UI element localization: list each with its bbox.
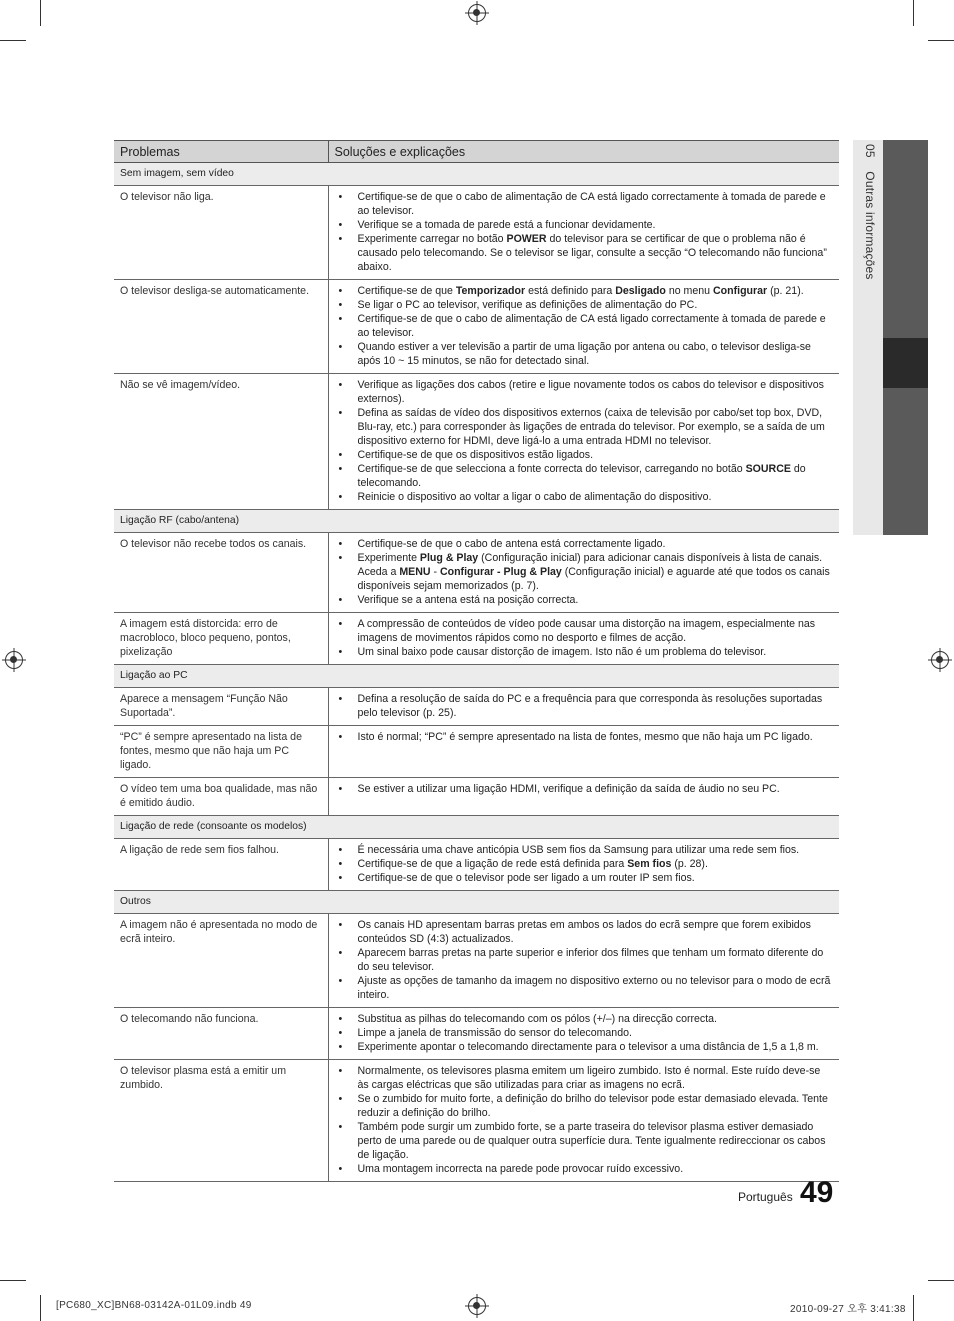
solutions-list [337, 284, 834, 368]
solution-item: • Certifique-se de que Temporizador está definido para Desligado no menu Configurar (p. 21). [337, 284, 834, 298]
solution-item: • Se o zumbido for muito forte, a definição do brilho do televisor pode estar demasiado elevada. Tente reduzir a definição do brilho. [337, 1092, 834, 1120]
footer-language: Português [738, 1190, 793, 1204]
table-row [114, 186, 839, 280]
solutions-cell [328, 533, 839, 613]
table-row [114, 688, 839, 726]
problem-cell: “PC” é sempre apresentado na lista de fontes, mesmo que não haja um PC ligado. [114, 726, 328, 778]
solution-item: • Certifique-se de que o televisor pode ser ligado a um router IP sem fios. [337, 871, 834, 885]
column-header-solutions: Soluções e explicações [328, 141, 839, 163]
section-row [114, 891, 839, 914]
solution-item: • Verifique se a antena está na posição correcta. [337, 593, 834, 607]
solutions-list [337, 692, 834, 720]
solution-item: • Experimente carregar no botão POWER do televisor para se certificar de que o problema não é causado pelo telecomando. Se o televisor se ligar, consulte a secção “O telecomando não funciona” abaixo. [337, 232, 834, 274]
solutions-list [337, 918, 834, 1002]
solution-item: • Normalmente, os televisores plasma emitem um ligeiro zumbido. Isto é normal. Este ruído deve-se às cargas eléctricas que são utilizadas para criar as imagens no ecrã. [337, 1064, 834, 1092]
section-title: Sem imagem, sem vídeo [114, 163, 839, 186]
print-slug-timestamp: 2010-09-27 오후 3:41:38 [790, 1304, 906, 1315]
table-row [114, 533, 839, 613]
chapter-title: Outras informações [863, 171, 877, 280]
crop-mark [928, 40, 954, 41]
solution-item: • Aparecem barras pretas na parte superior e inferior dos filmes que tenham um formato diferente do do seu televisor. [337, 946, 834, 974]
solution-item: • Experimente apontar o telecomando directamente para o televisor a uma distância de 1,5 a 1,8 m. [337, 1040, 834, 1054]
solutions-list [337, 1064, 834, 1176]
chapter-number: 05 [863, 144, 877, 158]
solutions-list [337, 190, 834, 274]
section-row [114, 510, 839, 533]
solution-item: • Limpe a janela de transmissão do sensor do telecomando. [337, 1026, 834, 1040]
solution-item: • Certifique-se de que o cabo de alimentação de CA está ligado correctamente à tomada de parede e ao televisor. [337, 190, 834, 218]
crop-mark [0, 40, 26, 41]
solution-item: • Ajuste as opções de tamanho da imagem no dispositivo externo ou no televisor para o modo de ecrã inteiro. [337, 974, 834, 1002]
solution-item: • Os canais HD apresentam barras pretas em ambos os lados do ecrã sempre que forem exibidos conteúdos SD (4:3) actualizados. [337, 918, 834, 946]
solution-item: • Um sinal baixo pode causar distorção de imagem. Isto não é um problema do televisor. [337, 645, 834, 659]
table-row [114, 1008, 839, 1060]
problem-cell: A imagem não é apresentada no modo de ecrã inteiro. [114, 914, 328, 1008]
solution-item: • Certifique-se de que o cabo de antena está correctamente ligado. [337, 537, 834, 551]
table-row [114, 374, 839, 510]
solution-item: • Verifique as ligações dos cabos (retire e ligue novamente todos os cabos do televisor e dispositivos externos). [337, 378, 834, 406]
problem-cell: O televisor desliga-se automaticamente. [114, 280, 328, 374]
table-header-row [114, 141, 839, 163]
solution-item: • Também pode surgir um zumbido forte, se a parte traseira do televisor plasma estiver demasiado perto de uma parede ou de qualquer outra superfície dura. Tente igualmente redireccionar os cabos de ligação. [337, 1120, 834, 1162]
problem-cell: O telecomando não funciona. [114, 1008, 328, 1060]
problem-cell: Não se vê imagem/vídeo. [114, 374, 328, 510]
table-row [114, 280, 839, 374]
table-row [114, 914, 839, 1008]
registration-mark-icon [468, 4, 486, 22]
solution-item: • Se ligar o PC ao televisor, verifique as definições de alimentação do PC. [337, 298, 834, 312]
problem-cell: O televisor não recebe todos os canais. [114, 533, 328, 613]
solution-item: • Certifique-se de que selecciona a fonte correcta do televisor, carregando no botão SOURCE do telecomando. [337, 462, 834, 490]
crop-mark [913, 0, 914, 26]
table-row [114, 726, 839, 778]
solution-item: • Substitua as pilhas do telecomando com os pólos (+/–) na direcção correcta. [337, 1012, 834, 1026]
registration-mark-icon [468, 1297, 486, 1315]
solutions-cell [328, 374, 839, 510]
problem-cell: O vídeo tem uma boa qualidade, mas não é emitido áudio. [114, 778, 328, 816]
section-title: Ligação ao PC [114, 665, 839, 688]
problem-cell: A ligação de rede sem fios falhou. [114, 839, 328, 891]
solutions-list [337, 843, 834, 885]
solutions-cell [328, 1008, 839, 1060]
page-number: 49 [800, 1176, 834, 1209]
section-title: Outros [114, 891, 839, 914]
solution-item: • Uma montagem incorrecta na parede pode provocar ruído excessivo. [337, 1162, 834, 1176]
solutions-cell [328, 186, 839, 280]
solution-item: • Reinicie o dispositivo ao voltar a ligar o cabo de alimentação do dispositivo. [337, 490, 834, 504]
chapter-sidebar [853, 140, 928, 535]
solution-item: • É necessária uma chave anticópia USB sem fios da Samsung para utilizar uma rede sem fios. [337, 843, 834, 857]
solutions-cell [328, 688, 839, 726]
solutions-cell [328, 914, 839, 1008]
table-row [114, 778, 839, 816]
table-row [114, 839, 839, 891]
solutions-cell [328, 1060, 839, 1182]
solution-item: • Quando estiver a ver televisão a partir de uma ligação por antena ou cabo, o televisor desliga-se após 10 ~ 15 minutos, se não for detectado sinal. [337, 340, 834, 368]
solutions-cell [328, 839, 839, 891]
section-row [114, 665, 839, 688]
problem-cell: Aparece a mensagem “Função Não Suportada”. [114, 688, 328, 726]
chapter-label [863, 144, 877, 280]
solutions-cell [328, 280, 839, 374]
solution-item: • Defina as saídas de vídeo dos dispositivos externos (caixa de televisão por cabo/set top box, DVD, Blu-ray, etc.) para corresponder às ligações de entrada do televisor. Por exemplo, se a saída de um dispositivo externo for HDMI, deve ligá-lo a uma entrada HDMI no televisor. [337, 406, 834, 448]
crop-mark [40, 1295, 41, 1321]
solution-item: • Se estiver a utilizar uma ligação HDMI, verifique a definição da saída de áudio no seu PC. [337, 782, 834, 796]
solution-item: • Certifique-se de que o cabo de alimentação de CA está ligado correctamente à tomada de parede e ao televisor. [337, 312, 834, 340]
solution-item: • Experimente Plug & Play (Configuração inicial) para adicionar canais disponíveis à lista de canais. Aceda a MENU - Configurar - Plug & Play (Configuração inicial) e aguarde até que todos os canais disponíveis sejam memorizados (p. 7). [337, 551, 834, 593]
crop-mark [0, 1280, 26, 1281]
section-title: Ligação de rede (consoante os modelos) [114, 816, 839, 839]
table-row [114, 613, 839, 665]
registration-mark-icon [5, 651, 23, 669]
solutions-list [337, 378, 834, 504]
solutions-cell [328, 778, 839, 816]
table-row [114, 1060, 839, 1182]
solutions-list [337, 1012, 834, 1054]
solutions-list [337, 730, 834, 744]
section-row [114, 163, 839, 186]
chapter-indicator [883, 338, 928, 388]
troubleshooting-table [114, 140, 839, 1182]
solution-item: • Certifique-se de que os dispositivos estão ligados. [337, 448, 834, 462]
problem-cell: A imagem está distorcida: erro de macrobloco, bloco pequeno, pontos, pixelização [114, 613, 328, 665]
solutions-cell [328, 726, 839, 778]
solutions-list [337, 617, 834, 659]
registration-mark-icon [931, 651, 949, 669]
solution-item: • Certifique-se de que a ligação de rede está definida para Sem fios (p. 28). [337, 857, 834, 871]
solutions-cell [328, 613, 839, 665]
section-row [114, 816, 839, 839]
solution-item: • A compressão de conteúdos de vídeo pode causar uma distorção na imagem, especialmente nas imagens de movimentos rápidos como no desporto e filmes de acção. [337, 617, 834, 645]
crop-mark [913, 1295, 914, 1321]
solutions-list [337, 537, 834, 607]
solution-item: • Defina a resolução de saída do PC e a frequência para que corresponda às resoluções suportadas pelo televisor (p. 25). [337, 692, 834, 720]
solution-item: • Verifique se a tomada de parede está a funcionar devidamente. [337, 218, 834, 232]
crop-mark [40, 0, 41, 26]
problem-cell: O televisor não liga. [114, 186, 328, 280]
crop-mark [928, 1280, 954, 1281]
print-slug-file: [PC680_XC]BN68-03142A-01L09.indb 49 [56, 1300, 252, 1311]
problem-cell: O televisor plasma está a emitir um zumbido. [114, 1060, 328, 1182]
section-title: Ligação RF (cabo/antena) [114, 510, 839, 533]
solutions-list [337, 782, 834, 796]
solution-item: • Isto é normal; “PC” é sempre apresentado na lista de fontes, mesmo que não haja um PC ligado. [337, 730, 834, 744]
column-header-problems: Problemas [114, 141, 328, 163]
